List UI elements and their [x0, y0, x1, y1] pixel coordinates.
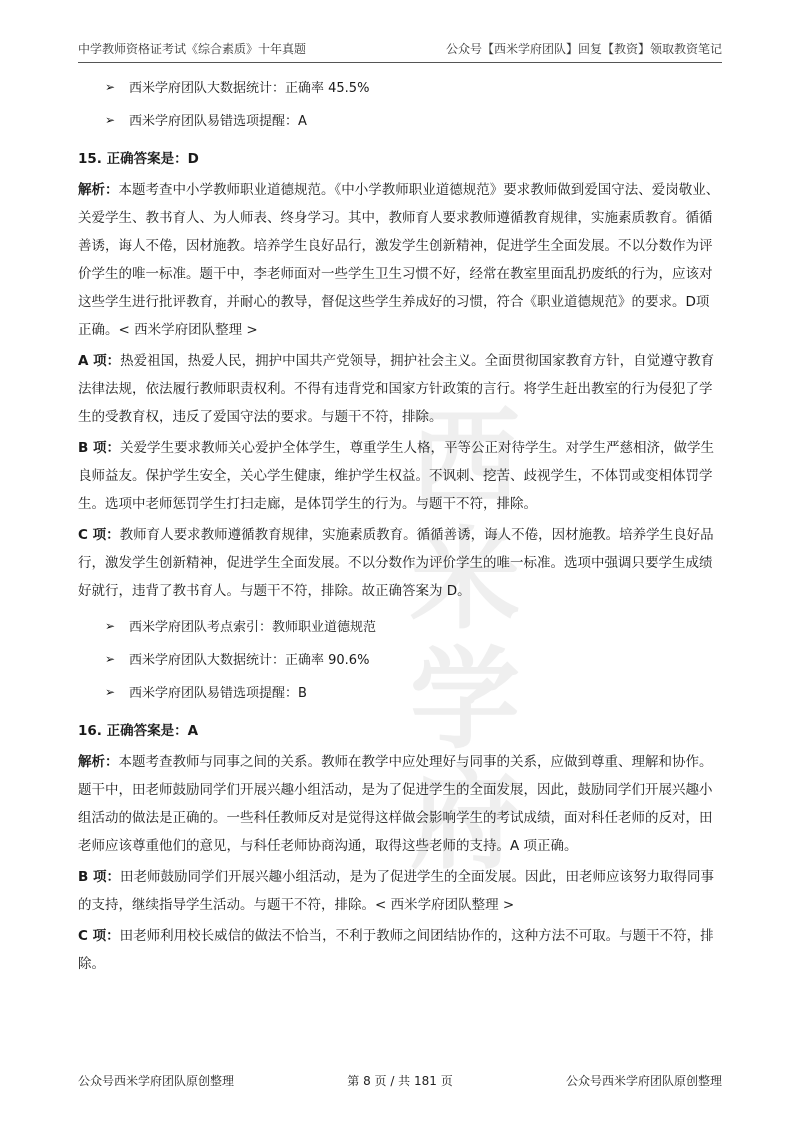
- header-left-title: 中学教师资格证考试《综合素质》十年真题: [78, 42, 307, 56]
- watermark: 西米学府: [410, 395, 520, 884]
- bullet-item: [78, 111, 722, 128]
- option-b-text: 关爱学生要求教师关心爱护全体学生，尊重学生人格，平等公正对待学生。对学生严慈相济，做学生良师益友。保护学生安全，关心学生健康，维护学生权益。不讽刺、挖苦、歧视学生，不体罚或变相体罚学生。选项中老师惩罚学生打扫走廊，是体罚学生的行为。与题干不符，排除。: [78, 440, 714, 512]
- header-right-note: 公众号【西米学府团队】回复【教资】领取教资笔记: [445, 42, 722, 56]
- bullet-item: [78, 78, 722, 95]
- option-c-label: C 项：: [78, 928, 120, 944]
- analysis-label: 解析：: [78, 754, 119, 770]
- footer-left: 公众号西米学府团队原创整理: [78, 1074, 235, 1088]
- option-b-label: B 项：: [78, 869, 120, 885]
- bullet-item: [78, 617, 722, 634]
- arrow-bullet-icon: ➢: [105, 651, 116, 666]
- document-body: [78, 78, 722, 981]
- option-c-text: 教师育人要求教师遵循教育规律，实施素质教育。循循善诱，诲人不倦，因材施教。培养学生良好品行，激发学生创新精神，促进学生全面发展。不以分数作为评价学生的唯一标准。选项中强调只要学生成绩好就行，违背了教书育人。与题干不符，排除。故正确答案为 D。: [78, 527, 714, 599]
- bullet-text: 西米学府团队大数据统计：正确率 90.6%: [129, 653, 370, 668]
- bullet-text: 西米学府团队大数据统计：正确率 45.5%: [129, 81, 370, 96]
- option-c-label: C 项：: [78, 527, 120, 543]
- source-tag: < 西米学府团队整理 >: [375, 897, 515, 913]
- q16-analysis: [78, 748, 722, 860]
- page-number: 第 8 页 / 共 181 页: [347, 1074, 453, 1088]
- arrow-bullet-icon: ➢: [105, 79, 116, 94]
- q15-option-c: [78, 521, 722, 605]
- question-15-title: 15. 正确答案是：D: [78, 151, 199, 167]
- option-c-text: 田老师利用校长威信的做法不恰当，不利于教师之间团结协作的，这种方法不可取。与题干不符，排除。: [78, 928, 714, 972]
- bullet-item: [78, 650, 722, 667]
- arrow-bullet-icon: ➢: [105, 112, 116, 127]
- q15-option-b: [78, 434, 722, 518]
- option-a-text: 热爱祖国，热爱人民，拥护中国共产党领导，拥护社会主义。全面贯彻国家教育方针，自觉遵守教育法律法规，依法履行教师职责权利。不得有违背党和国家方针政策的言行。将学生赶出教室的行为侵犯了学生的受教育权，违反了爱国守法的要求。与题干不符，排除。: [78, 353, 715, 425]
- option-a-label: A 项：: [78, 353, 121, 369]
- option-b-text: 田老师鼓励同学们开展兴趣小组活动，是为了促进学生的全面发展。因此，田老师应该努力取得同事的支持，继续指导学生活动。与题干不符，排除。: [78, 869, 714, 913]
- analysis-label: 解析：: [78, 182, 119, 198]
- bullet-text: 西米学府团队考点索引：教师职业道德规范: [129, 620, 377, 635]
- bullet-text: 西米学府团队易错选项提醒：A: [129, 114, 307, 129]
- question-16-title: 16. 正确答案是：A: [78, 723, 199, 739]
- page-footer: [78, 1072, 722, 1089]
- q15-option-a: [78, 347, 722, 431]
- bullet-item: [78, 683, 722, 700]
- q15-analysis: [78, 176, 722, 344]
- bullet-text: 西米学府团队易错选项提醒：B: [129, 686, 307, 701]
- analysis-text: 本题考查教师与同事之间的关系。教师在教学中应处理好与同事的关系，应做到尊重、理解和协作。题干中，田老师鼓励同学们开展兴趣小组活动，是为了促进学生的全面发展，因此，鼓励同学们开展兴趣小组活动的做法是正确的。一些科任教师反对是觉得这样做会影响学生的考试成绩，面对科任老师的反对，田老师应该尊重他们的意见，与科任老师协商沟通，取得这些老师的支持。A 项正确。: [78, 754, 713, 854]
- page-header: [78, 40, 722, 63]
- option-b-label: B 项：: [78, 440, 120, 456]
- arrow-bullet-icon: ➢: [105, 618, 116, 633]
- footer-right: 公众号西米学府团队原创整理: [565, 1074, 722, 1088]
- arrow-bullet-icon: ➢: [105, 684, 116, 699]
- q16-option-c: [78, 922, 722, 978]
- analysis-text: 本题考查中小学教师职业道德规范。《中小学教师职业道德规范》要求教师做到爱国守法、爱岗敬业、关爱学生、教书育人、为人师表、终身学习。其中，教师育人要求教师遵循教育规律，实施素质教育。循循善诱，诲人不倦，因材施教。培养学生良好品行，激发学生创新精神，促进学生全面发展。不以分数作为评价学生的唯一标准。题干中，李老师面对一些学生卫生习惯不好，经常在教室里面乱扔废纸的行为，应该对这些学生进行批评教育，并耐心的教导，督促这些学生养成好的习惯，符合《职业道德规范》的要求。D项正确。: [78, 182, 720, 338]
- q16-option-b: [78, 863, 722, 919]
- source-tag: < 西米学府团队整理 >: [118, 322, 258, 338]
